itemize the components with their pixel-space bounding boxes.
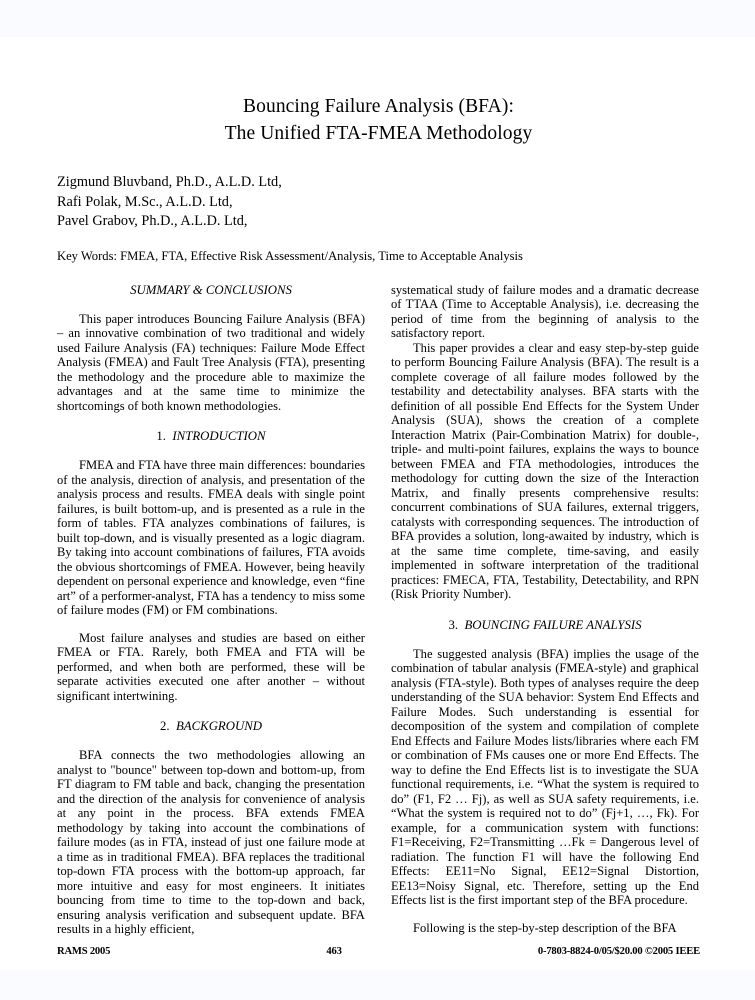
heading-summary-conclusions-text: SUMMARY & CONCLUSIONS bbox=[130, 282, 292, 297]
paragraph-intro-1: FMEA and FTA have three main differences: boundaries of the analysis, direction of analysis, and presentation of the analysis process and results. FMEA deals with single point failures, is built bottom-up, and is presented as a rule in the form of tables. FTA analyzes combinations of failures, is built top-down, and is visually presented as a logic diagram. By taking into account combinations of failures, FTA avoids the obvious shortcomings of FMEA. However, being heavily dependent on personal experience and knowledge, even “fine art” of a performer-analyst, FTA has a tendency to miss some of failure modes (FM) or FM combinations. bbox=[57, 458, 365, 618]
heading-bfa-number: 3. bbox=[448, 617, 459, 632]
heading-summary-conclusions bbox=[57, 283, 365, 298]
heading-introduction-text: INTRODUCTION bbox=[172, 429, 266, 444]
author-2: Rafi Polak, M.Sc., A.L.D. Ltd, bbox=[57, 193, 233, 210]
paragraph-summary: This paper introduces Bouncing Failure Analysis (BFA) – an innovative combination of two traditional and widely used Failure Analysis (FA) techniques: Failure Mode Effect Analysis (FMEA) and Fault Tree Analysis (FTA), presenting the methodology and the procedure able to maximize the advantages and at the same time to minimize the shortcomings of both known methodologies. bbox=[57, 311, 365, 413]
page-footer bbox=[57, 946, 700, 957]
right-column bbox=[391, 283, 699, 937]
paragraph-intro-2: Most failure analyses and studies are based on either FMEA or FTA. Rarely, both FMEA and FTA will be performed, and when both are performed, these will be separate activities executed one after another – without significant intertwining. bbox=[57, 630, 365, 703]
title-line-1: Bouncing Failure Analysis (BFA): bbox=[243, 96, 514, 117]
keywords-line: Key Words: FMEA, FTA, Effective Risk Assessment/Analysis, Time to Acceptable Analysis bbox=[57, 248, 523, 263]
paragraph-bfa-2: Following is the step-by-step description of the BFA bbox=[413, 920, 677, 935]
heading-background-number: 2. bbox=[159, 719, 170, 734]
author-list bbox=[57, 173, 700, 232]
body-columns bbox=[57, 283, 700, 937]
paragraph-bfa-1: The suggested analysis (BFA) implies the usage of the combination of tabular analysis (FMEA-style) and graphical analysis (FTA-style). Both types of analyses require the deep understanding of the SUA behavior: System End Effects and Failure Modes. Such understanding is essential for decomposition of the system and compilation of complete End Effects and Failure Modes lists/libraries where each FM or combination of FMs causes one or more End Effects. The way to define the End Effects list is to investigate the SUA functional requirements, i.e. “What the system is required to do” (F1, F2 … Fj), as well as SUA safety requirements, i.e. “What the system is required not to do” (Fj+1, …, Fk). For example, for a communication system with functions: F1=Receiving, F2=Transmitting …Fk = Dangerous level of radiation. The function F1 will have the following End Effects: EE11=No Signal, EE12=Signal Distortion, EE13=Noisy Signal, etc. Therefore, setting up the End Effects list is the first important step of the BFA procedure. bbox=[391, 646, 699, 908]
paragraph-background: BFA connects the two methodologies allowing an analyst to "bounce" between top-down and bottom-up, from FT diagram to FM table and back, changing the presentation and the direction of the analysis for convenience of analysis at any point in the process. BFA extends FMEA methodology by taking into account the combinations of failure modes (as in FTA, instead of just one failure mode at a time as in traditional FMEA). BFA replaces the traditional top-down FTA process with the bottom-up approach, far more intuitive and easy for most engineers. It initiates bouncing from time to time to the top-down and back, ensuring analysis verification and subsequent update. BFA results in a highly efficient, bbox=[57, 748, 365, 937]
footer-conference: RAMS 2005 bbox=[57, 946, 111, 957]
left-column bbox=[57, 283, 365, 937]
heading-introduction bbox=[57, 429, 365, 444]
title-line-2: The Unified FTA-FMEA Methodology bbox=[224, 123, 533, 144]
author-1: Zigmund Bluvband, Ph.D., A.L.D. Ltd, bbox=[57, 174, 282, 190]
heading-introduction-number: 1. bbox=[156, 429, 167, 444]
heading-bouncing-failure-analysis bbox=[391, 618, 699, 633]
heading-bfa-text: BOUNCING FAILURE ANALYSIS bbox=[464, 617, 642, 632]
page-title bbox=[57, 93, 700, 147]
author-3: Pavel Grabov, Ph.D., A.L.D. Ltd, bbox=[57, 213, 248, 230]
heading-background-text: BACKGROUND bbox=[175, 719, 263, 734]
paragraph-right-2: This paper provides a clear and easy step-by-step guide to perform Bouncing Failure Analysis (BFA). The result is a complete coverage of all failure modes followed by the testability and detectability analyses. BFA starts with the definition of all possible End Effects for the System Under Analysis (SUA), shows the creation of a complete Interaction Matrix (Pair-Combination Matrix) for double-, triple- and multi-point failures, explains the ways to bounce between FMEA and FTA methodologies, introduces the methodology for cutting down the size of the Interaction Matrix, and finally presents comprehensive results: concurrent combinations of SUA failures, external triggers, catalysts with corresponding sequences. The introduction of BFA provides a solution, long-awaited by industry, which is at the same time complete, time-saving, and easily implemented in software interpretation of the traditional practices: FMECA, FTA, Testability, Detectability, and RPN (Risk Priority Number). bbox=[391, 340, 699, 602]
heading-background bbox=[57, 719, 365, 734]
footer-copyright: 0-7803-8824-0/05/$20.00 ©2005 IEEE bbox=[537, 946, 700, 957]
footer-page-number: 463 bbox=[326, 946, 342, 957]
page-content bbox=[57, 93, 700, 937]
paragraph-continuation: systematical study of failure modes and a dramatic decrease of TTAA (Time to Acceptable Analysis), i.e. decreasing the period of time from the beginning of analysis to the satisfactory report. bbox=[391, 282, 699, 341]
